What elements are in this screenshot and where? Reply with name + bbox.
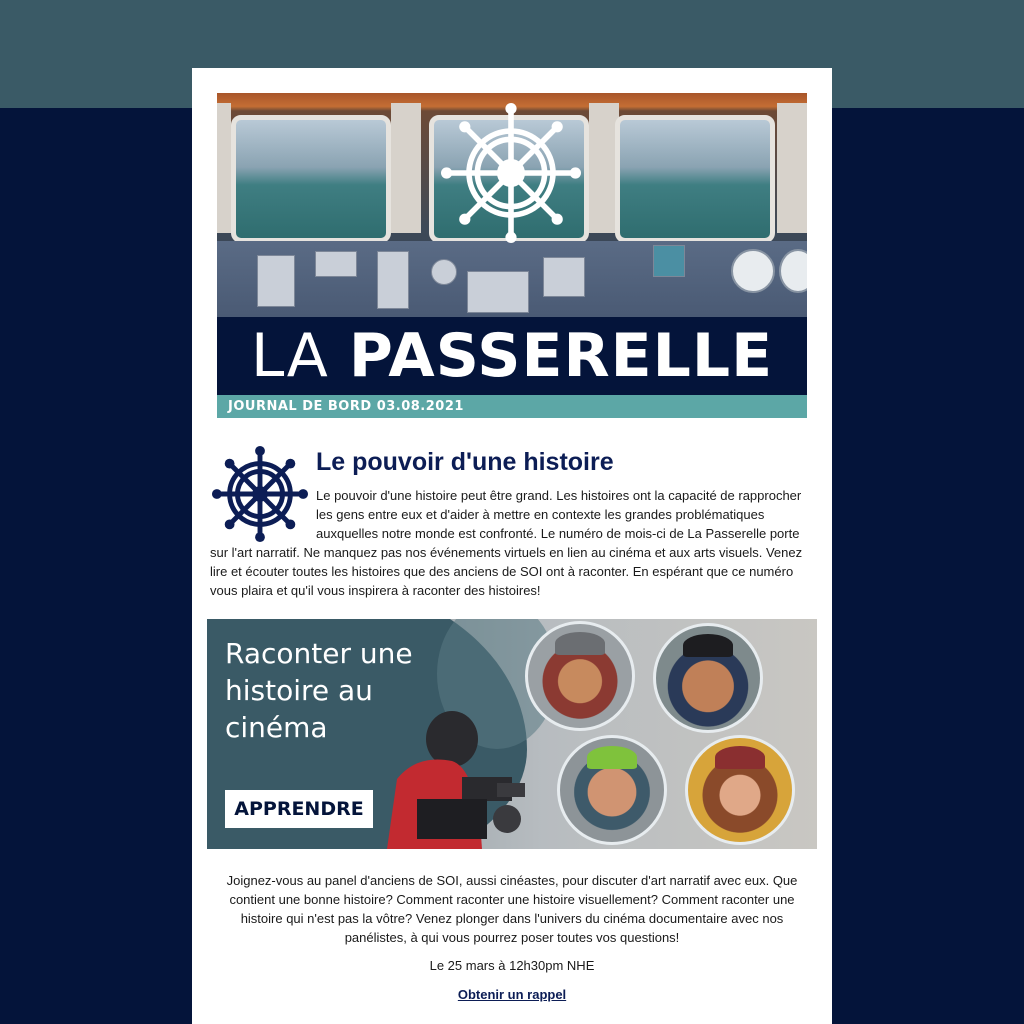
panelist-avatar bbox=[685, 735, 795, 845]
event-description: Joignez-vous au panel d'anciens de SOI, aussi cinéastes, pour discuter d'art narratif avec eux. Que contient une bonne histoire? Comment raconter une histoire visuellement? Comment raconter une histoire qui n'est pas la vôtre? Venez plonger dans l'univers du cinéma documentaire avec nos panélistes, à qui vous pourrez poser toutes vos questions! bbox=[226, 873, 798, 945]
event-date: Le 25 mars à 12h30pm NHE bbox=[429, 958, 595, 973]
bridge-window-left bbox=[231, 115, 391, 243]
intro-text: Le pouvoir d'une histoire peut être grand. Les histoires ont la capacité de rapprocher les gens entre eux et d'aider à mettre en contexte les grandes problématiques auxquelles notre monde est confronté. Le numéro de mois-ci de La Passerelle porte sur l'art narratif. Ne manquez pas nos événements virtuels en lien au cinéma et aux arts visuels. Venez lire et écouter toutes les histoires que des anciens de SOI ont à raconter. En espérant que ce numéro vous plaira et qu'il vous inspirera à raconter des histoires! bbox=[210, 488, 803, 598]
learn-button[interactable]: APPRENDRE bbox=[225, 790, 373, 828]
ship-wheel-icon bbox=[441, 103, 581, 243]
control-dashboard bbox=[217, 241, 807, 317]
intro-title: Le pouvoir d'une histoire bbox=[316, 448, 614, 476]
panelist-avatar bbox=[557, 735, 667, 845]
ship-bridge-photo bbox=[217, 93, 807, 317]
panelist-avatar bbox=[525, 621, 635, 731]
cinema-banner[interactable] bbox=[207, 619, 817, 849]
banner-title: Raconter une histoire au cinéma bbox=[225, 637, 413, 744]
bridge-window-right bbox=[615, 115, 775, 243]
hero-header bbox=[217, 93, 807, 418]
newsletter-card bbox=[192, 68, 832, 1024]
intro-section bbox=[210, 445, 804, 600]
dateline: JOURNAL DE BORD 03.08.2021 bbox=[217, 395, 807, 418]
reminder-link[interactable]: Obtenir un rappel bbox=[457, 987, 567, 1002]
ship-wheel-icon bbox=[210, 445, 310, 543]
masthead-title: LA PASSERELLE bbox=[217, 317, 807, 395]
panelist-avatar bbox=[653, 623, 763, 733]
